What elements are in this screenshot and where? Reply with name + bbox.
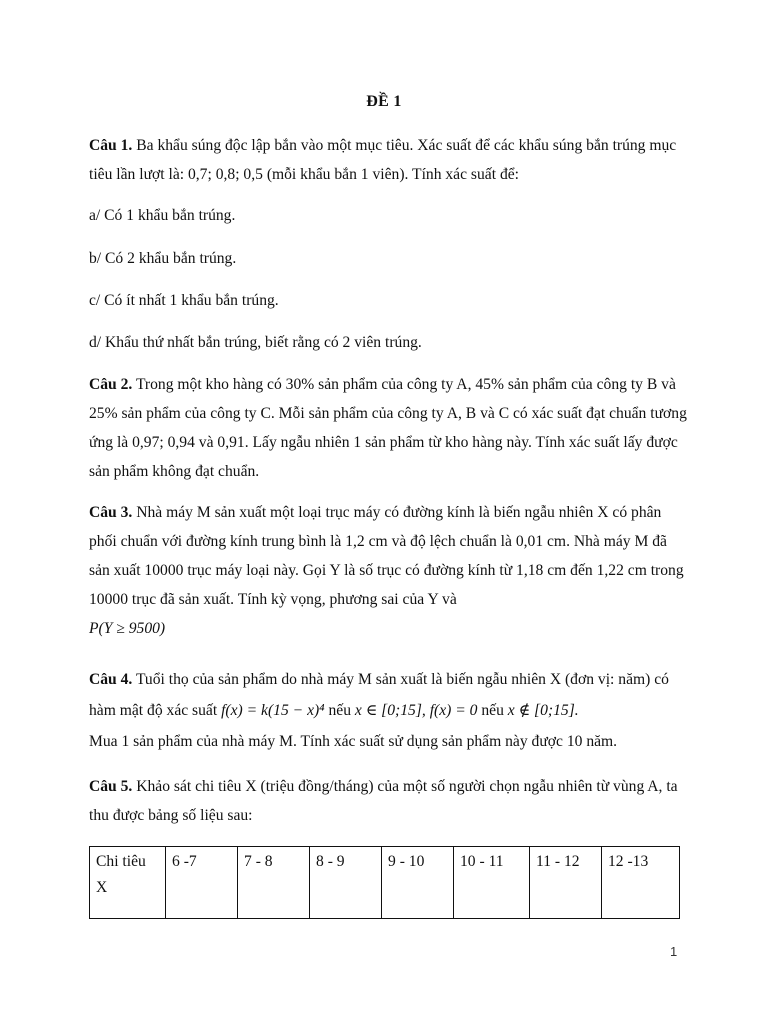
table-cell: 6 -7 bbox=[166, 847, 238, 919]
table-cell: 8 - 9 bbox=[310, 847, 382, 919]
question-2-label: Câu 2. bbox=[89, 376, 133, 393]
table-cell: 9 - 10 bbox=[382, 847, 454, 919]
question-2 bbox=[89, 370, 689, 486]
table-row bbox=[90, 847, 680, 919]
question-5-label: Câu 5. bbox=[89, 778, 133, 795]
question-3-label: Câu 3. bbox=[89, 504, 133, 521]
question-1-text: Ba khẩu súng độc lập bắn vào một mục tiêu. Xác suất để các khẩu súng bắn trúng mục tiêu lần lượt là: 0,7; 0,8; 0,5 (mỗi khẩu bắn 1 viên). Tính xác suất để: bbox=[89, 137, 677, 183]
density-formula: f(x) = k(15 − x)⁴ bbox=[221, 702, 325, 719]
question-5 bbox=[89, 772, 689, 830]
question-1-part-b: b/ Có 2 khẩu bắn trúng. bbox=[89, 250, 237, 267]
question-4-if-1: nếu bbox=[324, 702, 355, 719]
domain-formula: x ∈ [0;15], f(x) = 0 bbox=[354, 702, 478, 719]
question-3-formula: P(Y ≥ 9500) bbox=[89, 620, 166, 637]
question-5-text: Khảo sát chi tiêu X (triệu đồng/tháng) của một số người chọn ngẫu nhiên từ vùng A, ta thu được bảng số liệu sau: bbox=[89, 778, 678, 824]
table-cell: 7 - 8 bbox=[238, 847, 310, 919]
table-cell: 10 - 11 bbox=[454, 847, 530, 919]
question-1 bbox=[89, 131, 689, 189]
complement-formula: x ∉ [0;15]. bbox=[507, 702, 579, 719]
question-1-label: Câu 1. bbox=[89, 137, 133, 154]
question-3 bbox=[89, 498, 689, 643]
table-cell: Chi tiêu X bbox=[90, 847, 166, 919]
table-cell: 12 -13 bbox=[602, 847, 680, 919]
question-1-part-c: c/ Có ít nhất 1 khẩu bắn trúng. bbox=[89, 292, 279, 309]
document-title: ĐỀ 1 bbox=[366, 93, 402, 110]
question-4 bbox=[89, 664, 689, 757]
table-cell: 11 - 12 bbox=[530, 847, 602, 919]
question-4-if-2: nếu bbox=[477, 702, 508, 719]
question-4-text-2: Mua 1 sản phẩm của nhà máy M. Tính xác suất sử dụng sản phẩm này được 10 năm. bbox=[89, 733, 618, 750]
expense-table bbox=[89, 846, 680, 919]
question-2-text: Trong một kho hàng có 30% sản phẩm của công ty A, 45% sản phẩm của công ty B và 25% sản phẩm của công ty C. Mỗi sản phẩm của công ty A, B và C có xác suất đạt chuẩn tương ứng là 0,97; 0,94 và 0,91. Lấy ngẫu nhiên 1 sản phẩm từ kho hàng này. Tính xác suất lấy được sản phẩm không đạt chuẩn. bbox=[89, 376, 687, 480]
question-4-text: Tuổi thọ của sản phẩm do nhà máy M sản xuất là biến ngẫu nhiên X (đơn vị: năm) có hàm mật độ xác suất bbox=[89, 671, 669, 719]
question-1-part-d: d/ Khẩu thứ nhất bắn trúng, biết rằng có 2 viên trúng. bbox=[89, 334, 422, 351]
page-number: 1 bbox=[670, 944, 678, 959]
question-1-part-a: a/ Có 1 khẩu bắn trúng. bbox=[89, 207, 236, 224]
question-4-label: Câu 4. bbox=[89, 671, 133, 688]
question-3-text: Nhà máy M sản xuất một loại trục máy có đường kính là biến ngẫu nhiên X có phân phối chuẩn với đường kính trung bình là 1,2 cm và độ lệch chuẩn là 0,01 cm. Nhà máy M đã sản xuất 10000 trục máy loại này. Gọi Y là số trục có đường kính từ 1,18 cm đến 1,22 cm trong 10000 trục đã sản xuất. Tính kỳ vọng, phương sai của Y và bbox=[89, 504, 684, 608]
